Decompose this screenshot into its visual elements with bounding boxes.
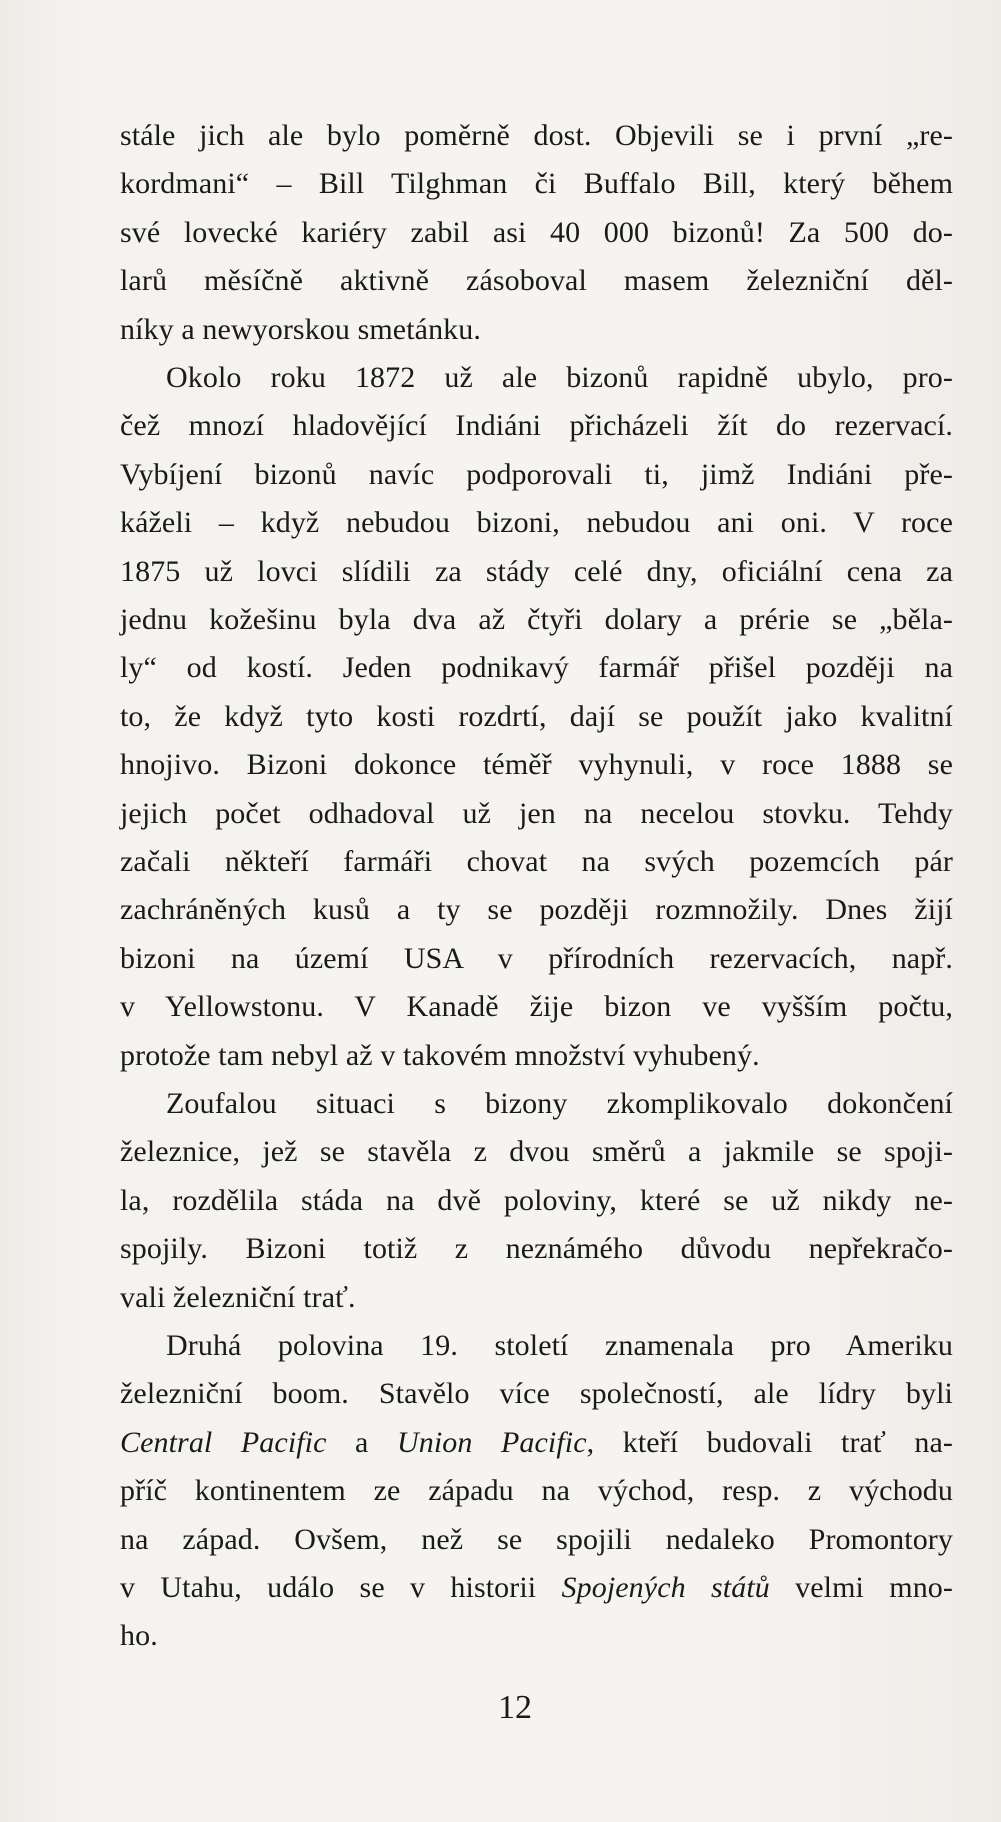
text-line: káželi – když nebudou bizoni, nebudou ani oni. V roce	[120, 506, 953, 540]
text-line: čež mnozí hladovějící Indiáni přicházeli žít do rezervací.	[120, 409, 953, 443]
text-line: na západ. Ovšem, než se spojili nedaleko Promontory	[120, 1522, 953, 1556]
text-line: příč kontinentem ze západu na východ, resp. z východu	[120, 1474, 953, 1508]
text-line: la, rozdělila stáda na dvě poloviny, které se už nikdy ne-	[120, 1183, 953, 1217]
text-line: to, že když tyto kosti rozdrtí, dají se použít jako kvalitní	[120, 699, 953, 733]
text-line: protože tam nebyl až v takovém množství vyhubený.	[120, 1038, 760, 1072]
text-line: ho.	[120, 1619, 158, 1653]
text-line: níky a newyorskou smetánku.	[120, 312, 481, 346]
text-span: , kteří budovali trať na-	[586, 1425, 953, 1459]
text-line: spojily. Bizoni totiž z neznámého důvodu nepřekračo-	[120, 1232, 953, 1266]
text-line: své lovecké kariéry zabil asi 40 000 bizonů! Za 500 do-	[120, 215, 953, 249]
text-line: stále jich ale bylo poměrně dost. Objevili se i první „re-	[120, 119, 953, 152]
text-line: zachráněných kusů a ty se později rozmnožily. Dnes žijí	[120, 893, 953, 927]
text-line: 1875 už lovci slídili za stády celé dny, oficiální cena za	[120, 554, 953, 588]
text-line: jednu kožešinu byla dva až čtyři dolary a prérie se „běla-	[120, 603, 953, 636]
text-line: Zoufalou situaci s bizony zkomplikovalo dokončení	[166, 1087, 953, 1120]
text-line: larů měsíčně aktivně zásoboval masem železniční děl-	[120, 264, 953, 298]
italic-text: Central Pacific	[120, 1425, 327, 1459]
italic-text: Spojených států	[561, 1571, 770, 1604]
text-line: vali železniční trať.	[120, 1280, 356, 1314]
text-line: železniční boom. Stavělo více společností, ale lídry byli	[120, 1377, 953, 1411]
page-number: 12	[498, 1689, 532, 1726]
text-span: v Utahu, událo se v historii	[120, 1571, 562, 1604]
text-line: Okolo roku 1872 už ale bizonů rapidně ubylo, pro-	[166, 361, 953, 394]
text-line: jejich počet odhadoval už jen na necelou stovku. Tehdy	[120, 796, 953, 830]
text-line: bizoni na území USA v přírodních rezervacích, např.	[120, 941, 953, 975]
text-line	[120, 1564, 953, 1612]
text-line: ly“ od kostí. Jeden podnikavý farmář přišel později na	[120, 651, 953, 685]
text-line: začali někteří farmáři chovat na svých pozemcích pár	[120, 845, 953, 878]
text-span: velmi mno-	[769, 1571, 953, 1604]
text-line: kordmani“ – Bill Tilghman či Buffalo Bill, který během	[120, 167, 953, 201]
text-line: v Yellowstonu. V Kanadě žije bizon ve vyšším počtu,	[120, 990, 953, 1024]
text-span: a	[326, 1425, 397, 1459]
text-line: hnojivo. Bizoni dokonce téměř vyhynuli, v roce 1888 se	[120, 748, 953, 782]
text-line: železnice, jež se stavěla z dvou směrů a jakmile se spoji-	[120, 1135, 953, 1169]
italic-text: Union Pacific	[396, 1425, 587, 1459]
text-line: Druhá polovina 19. století znamenala pro Ameriku	[166, 1329, 953, 1362]
text-line	[120, 1419, 953, 1467]
text-line: Vybíjení bizonů navíc podporovali ti, jimž Indiáni pře-	[120, 457, 953, 491]
